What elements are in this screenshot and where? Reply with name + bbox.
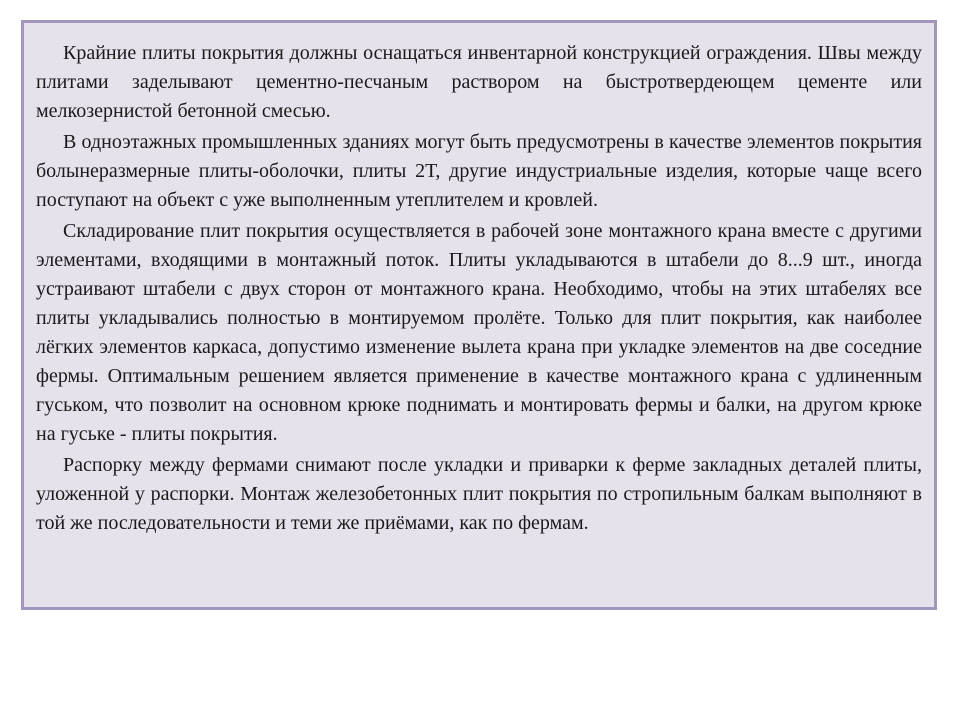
paragraph-slab-storage: Складирование плит покрытия осуществляется в рабочей зоне монтажного крана вместе с другими элементами, входящими в монтажный поток. Плиты укладываются в штабели до 8...9 шт., иногда устраивают штабели с двух сторон от монтажного крана. Необходимо, чтобы на этих штабелях все плиты укладывались полностью в монтируемом пролёте. Только для плит покрытия, как наиболее лёгких элементов каркаса, допустимо изменение вылета крана при укладке элементов на две соседние фермы. Оптимальным решением является применение в качестве монтажного крана с удлиненным гуськом, что позволит на основном крюке поднимать и монтировать фермы и балки, на другом крюке на гуське - плиты покрытия. (36, 220, 922, 445)
paragraph-large-slabs: В одноэтажных промышленных зданиях могут быть предусмотрены в качестве элементов покрытия болынеразмерные плиты-оболочки, плиты 2Т, другие индустриальные изделия, которые чаще всего поступают на объект с уже выполненным утеплителем и кровлей. (36, 131, 922, 211)
text-box (21, 20, 937, 610)
paragraph-roof-slab-fencing: Крайние плиты покрытия должны оснащаться инвентарной конструкцией ограждения. Швы между плитами заделывают цементно-песчаным раствором на быстротвердеющем цементе или мелкозернистой бетонной смесью. (36, 42, 922, 122)
paragraph-spacer-removal: Распорку между фермами снимают после укладки и приварки к ферме закладных деталей плиты, уложенной у распорки. Монтаж железобетонных плит покрытия по стропильным балкам выполняют в той же последовательности и теми же приёмами, как по фермам. (36, 454, 922, 534)
